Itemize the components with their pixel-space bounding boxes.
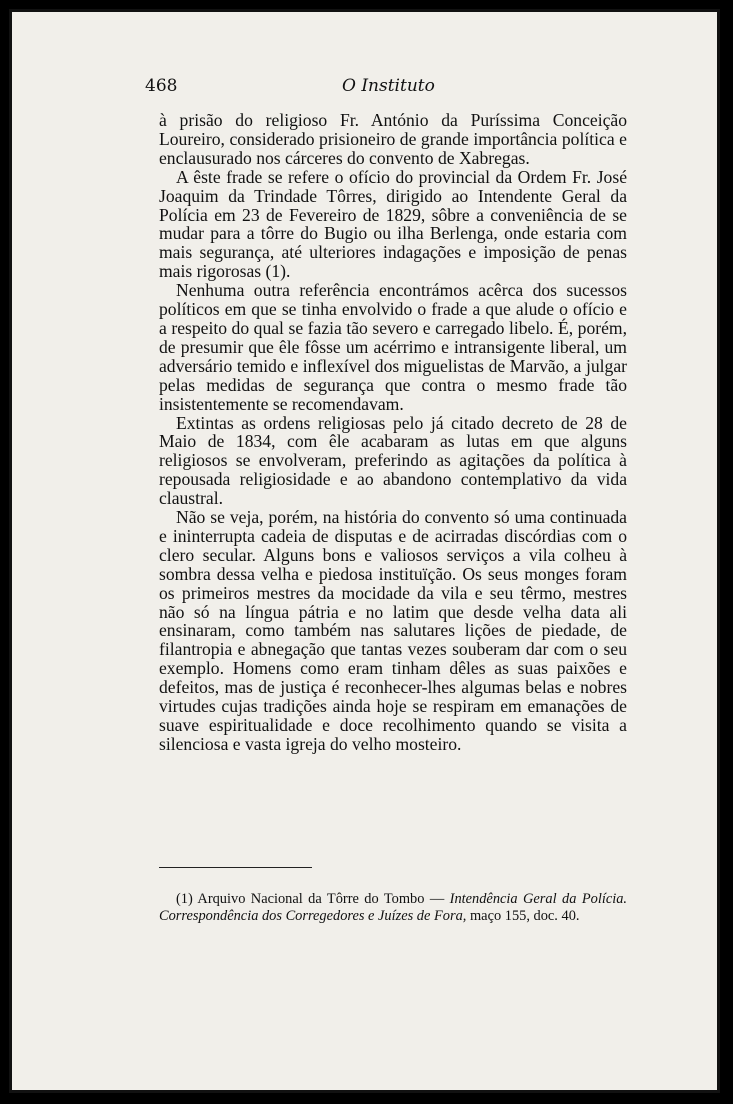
footnote-reference: maço 155, doc. 40. [469,908,580,924]
footnote-italic-title: Intendência Geral da Polícia. Correspondência dos Corregedores e Juízes de Fora, [159,891,627,924]
footnote-marker: (1) [176,891,193,907]
body-text [159,111,627,754]
footnote-source: Arquivo Nacional da Tôrre do Tombo — [197,891,445,907]
page-header [12,76,717,100]
book-page [9,9,720,1093]
paragraph-1: à prisão do religioso Fr. António da Puríssima Conceição Loureiro, considerado prisioneiro de grande importância política e enclausurado nos cárceres do convento de Xabregas. [159,110,627,168]
paragraph-3: Nenhuma outra referência encontrámos acêrca dos sucessos políticos em que se tinha envolvido o frade a que alude o ofício e a respeito do qual se fazia tão severo e carregado libelo. É, porém, de presumir que êle fôsse um acérrimo e intransigente liberal, um adversário temido e inflexível dos miguelistas de Marvão, a julgar pelas medidas de segurança que contra o mesmo frade tão insistentemente se recomendavam. [159,280,627,414]
paragraph-2: A êste frade se refere o ofício do provincial da Ordem Fr. José Joaquim da Trindade Tôrres, dirigido ao Intendente Geral da Polícia em 23 de Fevereiro de 1829, sôbre a conveniência de se mudar para a tôrre do Bugio ou ilha Berlenga, onde estaria com mais segurança, até ulteriores indagações e imposição de penas mais rigorosas (1). [159,166,627,282]
footnote-divider [159,867,312,868]
footnote [159,891,627,925]
paragraph-5: Não se veja, porém, na história do convento só uma continuada e ininterrupta cadeia de disputas e de acirradas discórdias com o clero secular. Alguns bons e valiosos serviços a vila colheu à sombra dessa velha e piedosa instituïção. Os seus monges foram os primeiros mestres da mocidade da vila e seu têrmo, mestres não só na língua pátria e no latim que desde velha data ali ensinaram, como também nas salutares lições de piedade, de filantropia e abnegação que tantas vezes souberam dar com o seu exemplo. Homens como eram tinham dêles as suas paixões e defeitos, mas de justiça é reconhecer-lhes algumas belas e nobres virtudes cujas tradições ainda hoje se respiram em emanações de suave espiritualidade e doce recolhimento quando se visita a silenciosa e vasta igreja do velho mosteiro. [159,507,627,754]
running-title: O Instituto [342,76,435,96]
page-number: 468 [145,76,178,96]
paragraph-4: Extintas as ordens religiosas pelo já citado decreto de 28 de Maio de 1834, com êle acabaram as lutas em que alguns religiosos se envolveram, preferindo as agitações da política à repousada religiosidade e ao abandono contemplativo da vida claustral. [159,412,627,509]
